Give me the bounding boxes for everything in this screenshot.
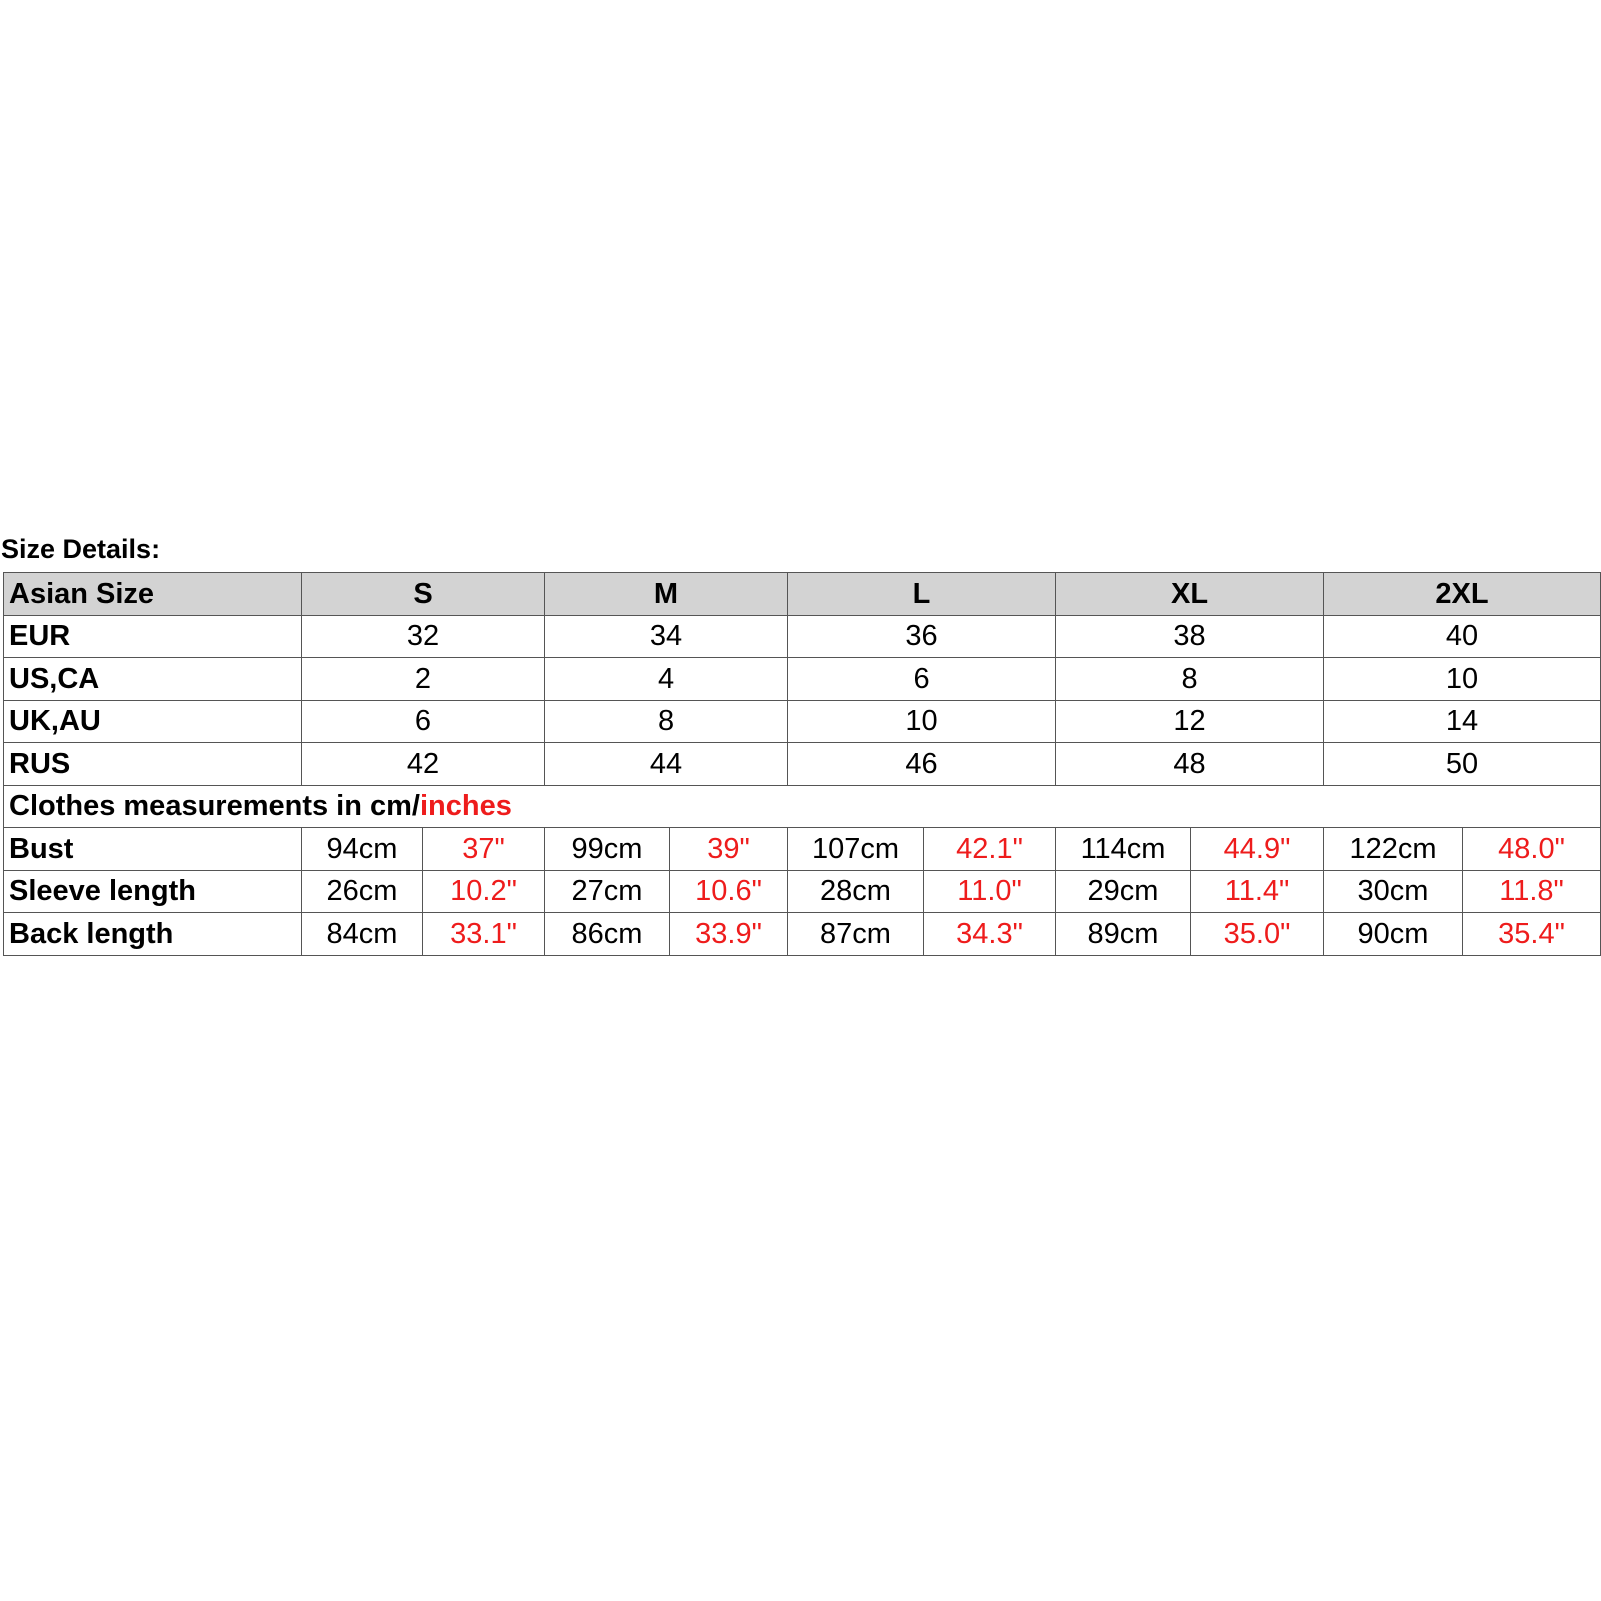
table-cell: 34 [545, 615, 788, 658]
inch-cell: 44.9" [1191, 828, 1324, 871]
size-header: S [302, 573, 545, 616]
inch-cell: 48.0" [1463, 828, 1601, 871]
table-cell: 44 [545, 743, 788, 786]
row-label: Back length [4, 913, 302, 956]
table-cell: 10 [1324, 658, 1601, 701]
cm-cell: 94cm [302, 828, 423, 871]
cm-cell: 29cm [1056, 870, 1191, 913]
section-header-row [4, 785, 1601, 828]
row-label: UK,AU [4, 700, 302, 743]
section-header [4, 785, 1601, 828]
row-label: Bust [4, 828, 302, 871]
table-row [4, 700, 1601, 743]
cm-cell: 89cm [1056, 913, 1191, 956]
section-header-prefix: Clothes measurements in cm/ [9, 790, 420, 823]
row-label: US,CA [4, 658, 302, 701]
cm-cell: 114cm [1056, 828, 1191, 871]
section-header-highlight: inches [419, 790, 512, 823]
cm-cell: 87cm [788, 913, 924, 956]
cm-cell: 107cm [788, 828, 924, 871]
page-title: Size Details: [1, 534, 161, 564]
cm-cell: 30cm [1324, 870, 1463, 913]
cm-cell: 28cm [788, 870, 924, 913]
table-cell: 2 [302, 658, 545, 701]
inch-cell: 10.2" [423, 870, 545, 913]
table-cell: 46 [788, 743, 1056, 786]
cm-cell: 26cm [302, 870, 423, 913]
inch-cell: 11.0" [924, 870, 1056, 913]
inch-cell: 35.4" [1463, 913, 1601, 956]
inch-cell: 33.1" [423, 913, 545, 956]
table-cell: 8 [545, 700, 788, 743]
inch-cell: 42.1" [924, 828, 1056, 871]
header-label: Asian Size [4, 573, 302, 616]
table-cell: 6 [788, 658, 1056, 701]
table-row [4, 828, 1601, 871]
table-cell: 42 [302, 743, 545, 786]
size-header: M [545, 573, 788, 616]
table-cell: 8 [1056, 658, 1324, 701]
inch-cell: 34.3" [924, 913, 1056, 956]
inch-cell: 11.4" [1191, 870, 1324, 913]
cm-cell: 27cm [545, 870, 670, 913]
header-row [4, 573, 1601, 616]
table-cell: 38 [1056, 615, 1324, 658]
size-header: L [788, 573, 1056, 616]
row-label: RUS [4, 743, 302, 786]
inch-cell: 11.8" [1463, 870, 1601, 913]
table-cell: 6 [302, 700, 545, 743]
cm-cell: 84cm [302, 913, 423, 956]
inch-cell: 37" [423, 828, 545, 871]
table-row [4, 743, 1601, 786]
table-cell: 36 [788, 615, 1056, 658]
table-cell: 12 [1056, 700, 1324, 743]
table-cell: 14 [1324, 700, 1601, 743]
inch-cell: 33.9" [670, 913, 788, 956]
row-label: Sleeve length [4, 870, 302, 913]
inch-cell: 39" [670, 828, 788, 871]
inch-cell: 35.0" [1191, 913, 1324, 956]
table-cell: 48 [1056, 743, 1324, 786]
table-row [4, 615, 1601, 658]
cm-cell: 86cm [545, 913, 670, 956]
table-cell: 32 [302, 615, 545, 658]
inch-cell: 10.6" [670, 870, 788, 913]
size-header: 2XL [1324, 573, 1601, 616]
table-cell: 4 [545, 658, 788, 701]
cm-cell: 99cm [545, 828, 670, 871]
table-cell: 50 [1324, 743, 1601, 786]
table-row [4, 658, 1601, 701]
table-cell: 10 [788, 700, 1056, 743]
table-row [4, 913, 1601, 956]
row-label: EUR [4, 615, 302, 658]
cm-cell: 122cm [1324, 828, 1463, 871]
table-row [4, 870, 1601, 913]
table-cell: 40 [1324, 615, 1601, 658]
size-header: XL [1056, 573, 1324, 616]
cm-cell: 90cm [1324, 913, 1463, 956]
size-chart-table [3, 572, 1601, 956]
